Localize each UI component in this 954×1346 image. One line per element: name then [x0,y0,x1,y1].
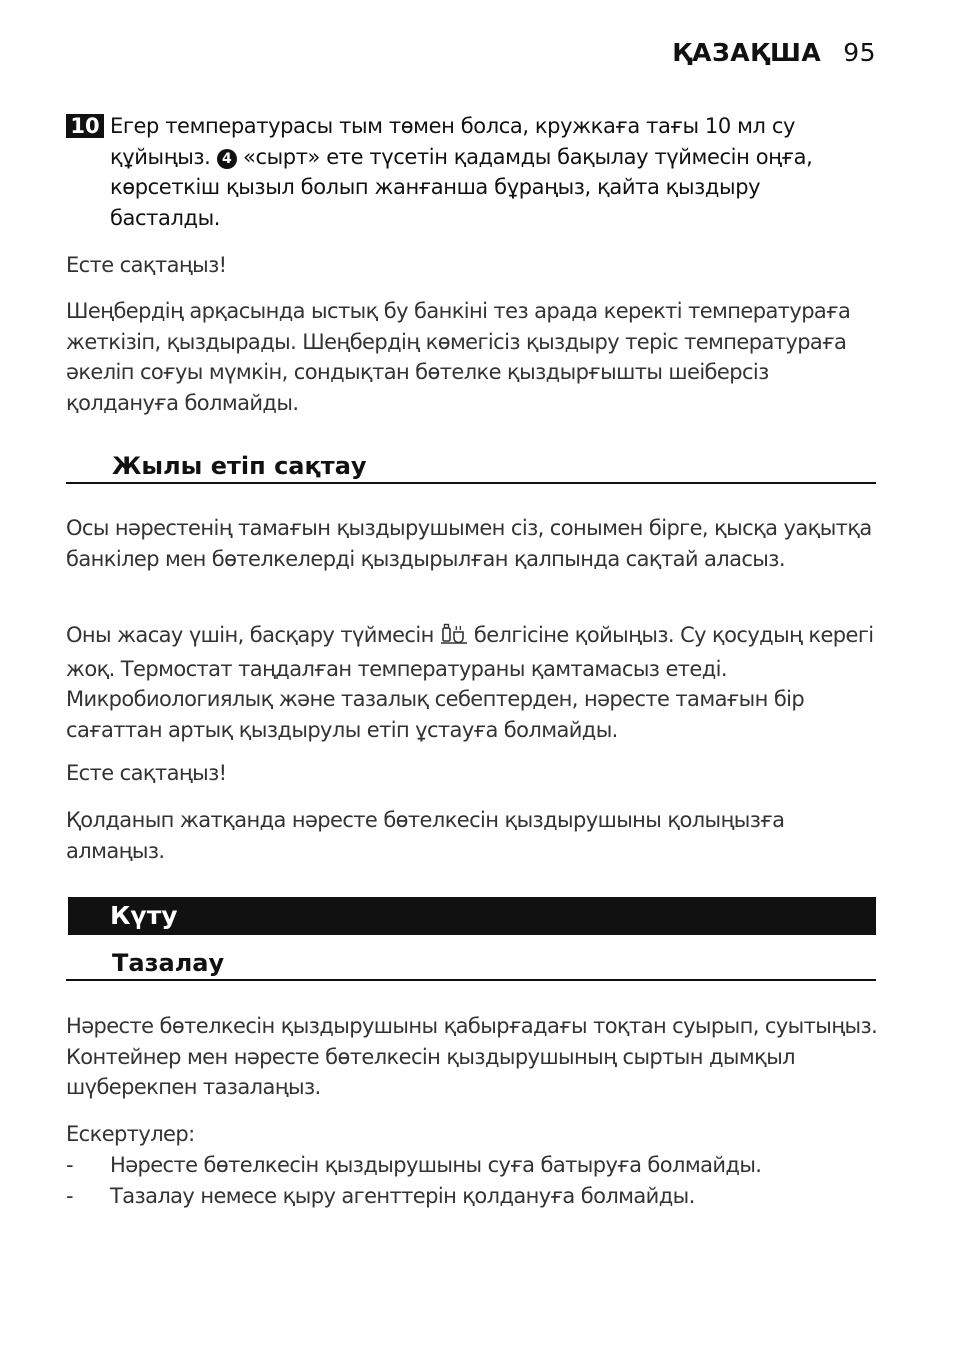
note-remember-1: Есте сақтаңыз! [66,253,227,277]
page-number: 95 [843,38,876,67]
paragraph-ring: Шеңбердің арқасында ыстық бу банкіні тез арада керекті температураға жеткізіп, қыздырады. Шеңбердің көмегісіз қыздыру теріс температураға әкеліп соғуы мүмкін, сондықтан бөтелке қыздырғышты шеіберсіз қолдануға болмайды. [66,299,851,415]
subheading-cleaning [66,947,876,981]
language-title: ҚАЗАҚША [672,38,822,67]
list-dash: - [66,1183,73,1208]
list-item-text: Тазалау немесе қыру агенттерін қолдануға болмайды. [110,1183,695,1208]
step-text-part-b: «сырт» ете түсетін қадамды бақылау түймесін оңға, көрсеткіш қызыл болып жанғанша бұраңыз, қайта қыздыру басталды. [110,144,813,230]
step-number-badge: 10 [66,114,104,138]
list-item-text: Нәресте бөтелкесін қыздырушыны суға батыруға болмайды. [110,1153,762,1177]
step-10 [66,111,866,233]
warnings-title: Ескертулер: [66,1122,195,1146]
section-maintenance [68,897,876,935]
section-maintenance-text: Күту [110,901,178,930]
paragraph-keep-warm-intro: Осы нәрестенің тамағын қыздырушымен сіз, сонымен бірге, қысқа уақытқа банкілер мен бөтелкелерді қыздырылған қалпында сақтай аласыз. [66,516,872,571]
page-header [672,38,876,67]
paragraph-do-not-hold: Қолданып жатқанда нәресте бөтелкесін қыздырушыны қолыңызға алмаңыз. [66,808,785,863]
list-item [66,1181,886,1212]
keep-warm-icon [440,623,468,654]
subheading-cleaning-text: Тазалау [112,949,225,977]
list-dash: - [66,1153,73,1177]
control-reference-circle: 4 [217,149,237,169]
subheading-keep-warm-text: Жылы етіп сақтау [112,452,367,480]
paragraph-keep-warm-howto [66,620,886,745]
paragraph-keep-warm-howto-a: Оны жасау үшін, басқару түймесін [66,623,434,647]
step-text [110,111,866,233]
step-text-part-a: Егер температурасы тым төмен болса, кружкаға тағы 10 мл су құйыңыз. [110,114,796,169]
list-item [66,1150,886,1181]
paragraph-cleaning: Нәресте бөтелкесін қыздырушыны қабырғадағы тоқтан суырып, суытыңыз. Контейнер мен нәресте бөтелкесін қыздырушының сыртын дымқыл шүберекпен тазалаңыз. [66,1014,878,1099]
note-remember-2: Есте сақтаңыз! [66,761,227,785]
warnings-list [66,1150,886,1211]
paragraph-keep-warm-howto-b: белгісіне қойыңыз. Су қосудың керегі жоқ. Термостат таңдалған температураны қамтамасыз етеді. Микробиологиялық және тазалық себептерден, нәресте тамағын бір сағаттан артық қыздырулы етіп ұстауға болмайды. [66,623,874,742]
subheading-keep-warm [66,450,876,484]
